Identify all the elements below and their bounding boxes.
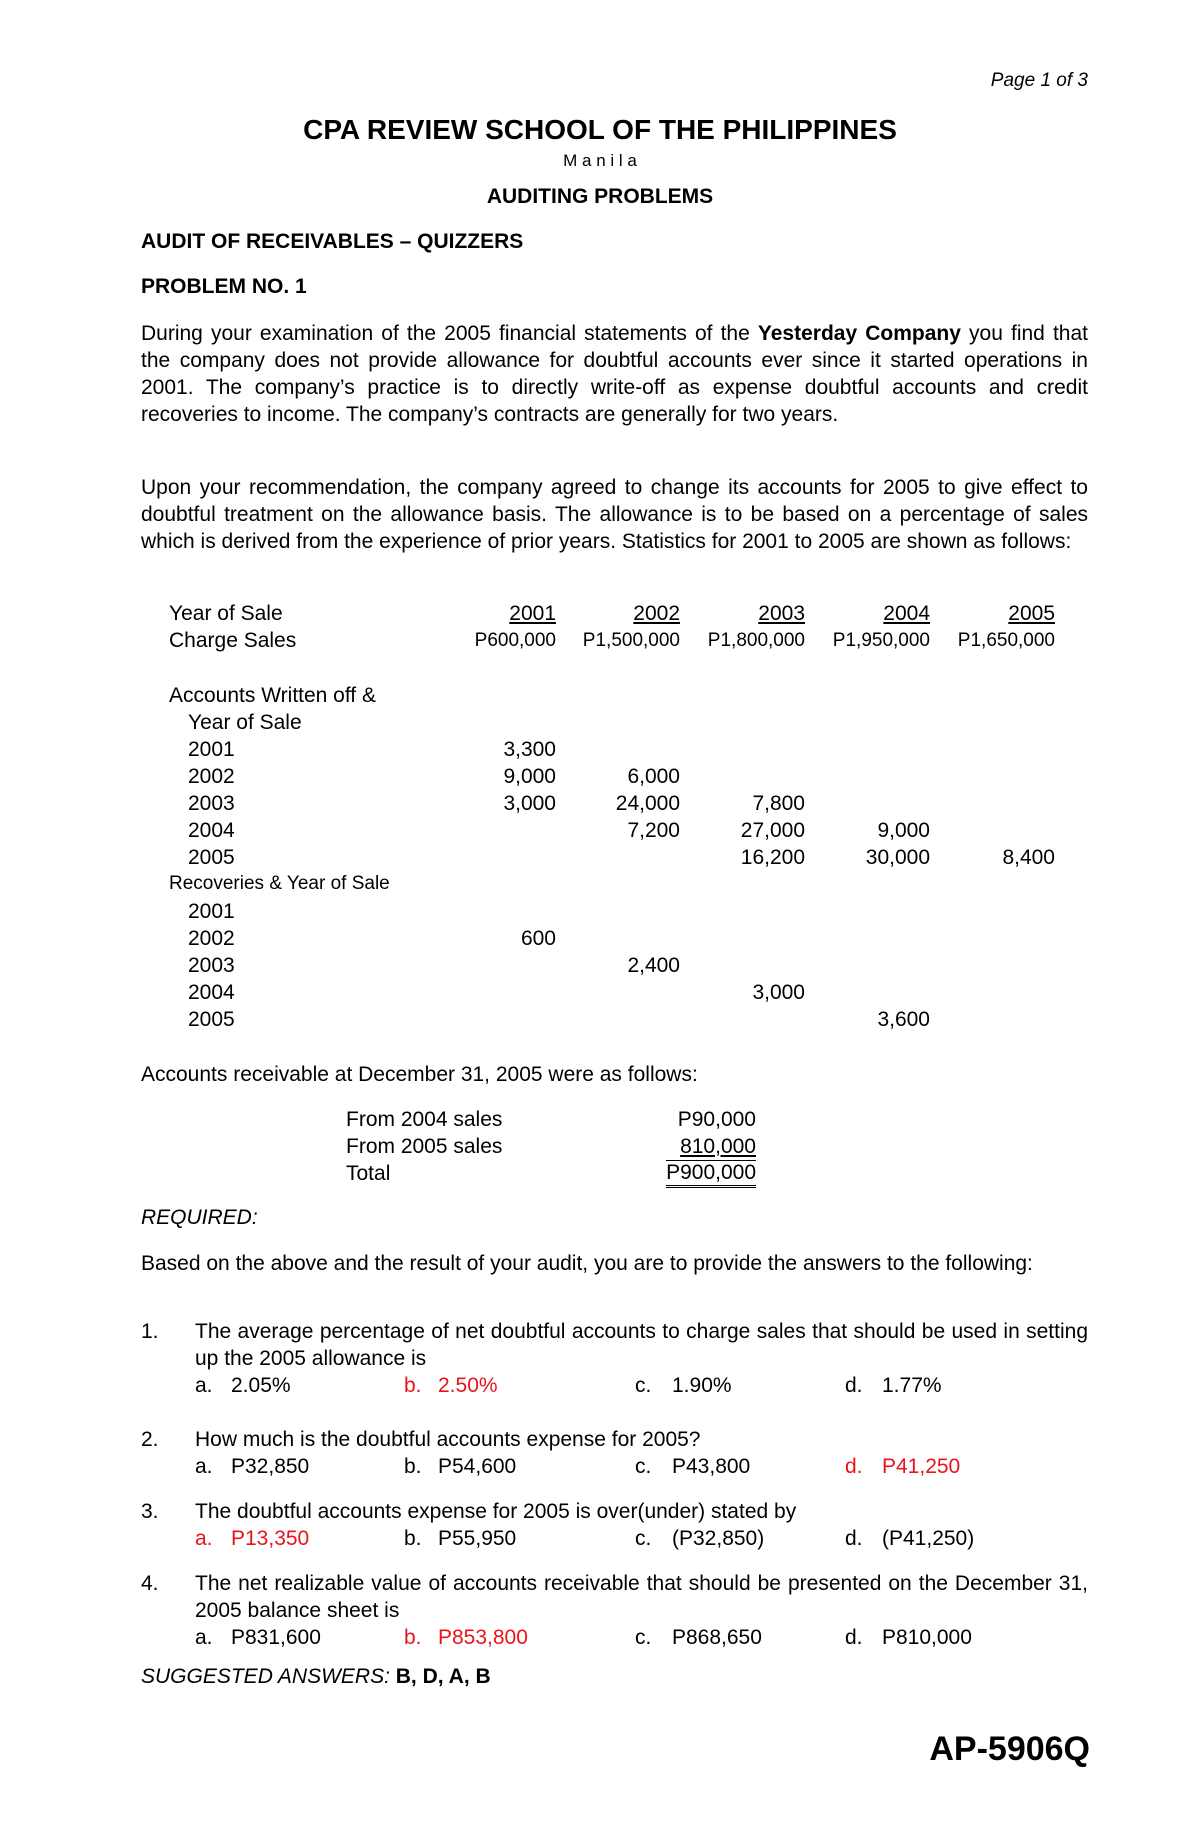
writeoff-cell: 27,000 — [740, 819, 805, 842]
receivable-value-1: P90,000 — [677, 1108, 756, 1131]
writeoff-row-year: 2002 — [188, 765, 235, 788]
writeoff-cell: 9,000 — [877, 819, 930, 842]
option-letter: b. — [404, 1374, 422, 1397]
receivable-label-1: From 2004 sales — [346, 1108, 503, 1131]
question-number: 3. — [141, 1500, 159, 1523]
intro-text-a: During your examination of the 2005 financial statements of the — [141, 322, 758, 345]
option-letter: a. — [195, 1626, 213, 1649]
question-text: The average percentage of net doubtful accounts to charge sales that should be used in setting up the 2005 allowance is — [195, 1320, 1088, 1370]
question-text: The net realizable value of accounts receivable that should be presented on the December 31, 2005 balance sheet is — [195, 1572, 1088, 1622]
question-text: How much is the doubtful accounts expense for 2005? — [195, 1428, 701, 1451]
option-letter: c. — [635, 1374, 652, 1397]
option-letter: a. — [195, 1455, 213, 1478]
option-value: P32,850 — [231, 1455, 310, 1478]
required-text: Based on the above and the result of your audit, you are to provide the answers to the following: — [141, 1252, 1033, 1275]
recoveries-label: Recoveries & Year of Sale — [169, 873, 390, 894]
option-value: P54,600 — [438, 1455, 517, 1478]
recovery-row-year: 2005 — [188, 1008, 235, 1031]
writeoff-cell: 7,200 — [627, 819, 680, 842]
option-value: P810,000 — [882, 1626, 972, 1649]
option-value: P43,800 — [672, 1455, 751, 1478]
receivable-label-total: Total — [346, 1162, 391, 1185]
option-value-correct: P13,350 — [231, 1527, 310, 1550]
option-letter: d. — [845, 1455, 863, 1478]
option-letter: d. — [845, 1374, 863, 1397]
page-number: Page 1 of 3 — [990, 70, 1088, 91]
charge-sales-3: P1,950,000 — [832, 630, 930, 651]
intro-text-b: you find that the company does not provide allowance for doubtful accounts ever since it started operations in 2001. The company’s practice is to directly write-off as expense doubtful accounts and credit recoveries to income. The company’s contracts are generally for two years. — [141, 322, 1088, 426]
writeoff-label: Accounts Written off & — [169, 684, 376, 707]
option-value: 1.77% — [882, 1374, 942, 1397]
document-code: AP-5906Q — [929, 1730, 1090, 1768]
suggested-answers — [141, 1665, 491, 1689]
option-value-correct: P41,250 — [882, 1455, 961, 1478]
recovery-cell: 3,600 — [877, 1008, 930, 1031]
question-text: The doubtful accounts expense for 2005 is over(under) stated by — [195, 1500, 797, 1523]
recovery-row-year: 2001 — [188, 900, 235, 923]
writeoff-cell: 30,000 — [865, 846, 930, 869]
writeoff-cell: 24,000 — [615, 792, 680, 815]
option-letter: d. — [845, 1626, 863, 1649]
option-value-correct: 2.50% — [438, 1374, 498, 1397]
school-city: M a n i l a — [563, 151, 637, 170]
option-letter: c. — [635, 1626, 652, 1649]
recovery-cell: 3,000 — [752, 981, 805, 1004]
writeoff-cell: 3,300 — [503, 738, 556, 761]
charge-sales-4: P1,650,000 — [957, 630, 1055, 651]
topic-heading: AUDIT OF RECEIVABLES – QUIZZERS — [141, 230, 524, 253]
writeoff-cell: 7,800 — [752, 792, 805, 815]
question-number: 1. — [141, 1320, 159, 1343]
option-value: (P32,850) — [672, 1527, 765, 1550]
problem-heading: PROBLEM NO. 1 — [141, 275, 307, 298]
option-letter: a. — [195, 1374, 213, 1397]
intro-paragraph-2: Upon your recommendation, the company agreed to change its accounts for 2005 to give effect to doubtful treatment on the allowance basis. The allowance is to be based on a percentage of sales which is derived from the experience of prior years. Statistics for 2001 to 2005 are shown as follows: — [141, 476, 1088, 553]
recovery-row-year: 2002 — [188, 927, 235, 950]
year-of-sale-label: Year of Sale — [169, 602, 283, 625]
receivables-intro: Accounts receivable at December 31, 2005 were as follows: — [141, 1063, 698, 1086]
required-label: REQUIRED: — [141, 1206, 258, 1229]
company-name: Yesterday Company — [757, 322, 961, 345]
receivable-label-2: From 2005 sales — [346, 1135, 503, 1158]
suggested-values: B, D, A, B — [395, 1665, 491, 1688]
charge-sales-label: Charge Sales — [169, 629, 297, 652]
option-letter: d. — [845, 1527, 863, 1550]
recovery-cell: 2,400 — [627, 954, 680, 977]
writeoff-cell: 16,200 — [740, 846, 805, 869]
year-header-1: 2002 — [633, 602, 680, 625]
charge-sales-1: P1,500,000 — [582, 630, 680, 651]
option-value: P831,600 — [231, 1626, 321, 1649]
recovery-cell: 600 — [520, 927, 556, 950]
writeoff-cell: 6,000 — [627, 765, 680, 788]
writeoff-row-year: 2005 — [188, 846, 235, 869]
receivable-value-2: 810,000 — [680, 1135, 756, 1158]
option-value: 2.05% — [231, 1374, 291, 1397]
charge-sales-0: P600,000 — [474, 630, 556, 651]
option-value-correct: P853,800 — [438, 1626, 528, 1649]
option-letter: c. — [635, 1455, 652, 1478]
writeoff-cell: 9,000 — [503, 765, 556, 788]
option-letter: b. — [404, 1455, 422, 1478]
year-header-0: 2001 — [509, 602, 556, 625]
subject-heading: AUDITING PROBLEMS — [486, 185, 714, 208]
year-header-3: 2004 — [883, 602, 930, 625]
option-value: 1.90% — [672, 1374, 732, 1397]
option-value: P55,950 — [438, 1527, 517, 1550]
suggested-label: SUGGESTED ANSWERS: — [141, 1665, 396, 1688]
option-letter: b. — [404, 1527, 422, 1550]
writeoff-row-year: 2001 — [188, 738, 235, 761]
year-header-2: 2003 — [758, 602, 805, 625]
recovery-row-year: 2004 — [188, 981, 235, 1004]
recovery-row-year: 2003 — [188, 954, 235, 977]
writeoff-cell: 3,000 — [503, 792, 556, 815]
writeoff-row-year: 2004 — [188, 819, 235, 842]
writeoff-sublabel: Year of Sale — [188, 711, 302, 734]
writeoff-cell: 8,400 — [1002, 846, 1055, 869]
option-letter: b. — [404, 1626, 422, 1649]
option-letter: c. — [635, 1527, 652, 1550]
option-letter: a. — [195, 1527, 213, 1550]
school-title: CPA REVIEW SCHOOL OF THE PHILIPPINES — [303, 114, 897, 145]
option-value: (P41,250) — [882, 1527, 975, 1550]
question-number: 4. — [141, 1572, 159, 1595]
option-value: P868,650 — [672, 1626, 762, 1649]
question-number: 2. — [141, 1428, 159, 1451]
writeoff-row-year: 2003 — [188, 792, 235, 815]
year-header-4: 2005 — [1008, 602, 1055, 625]
charge-sales-2: P1,800,000 — [707, 630, 805, 651]
receivable-value-total: P900,000 — [666, 1160, 756, 1188]
